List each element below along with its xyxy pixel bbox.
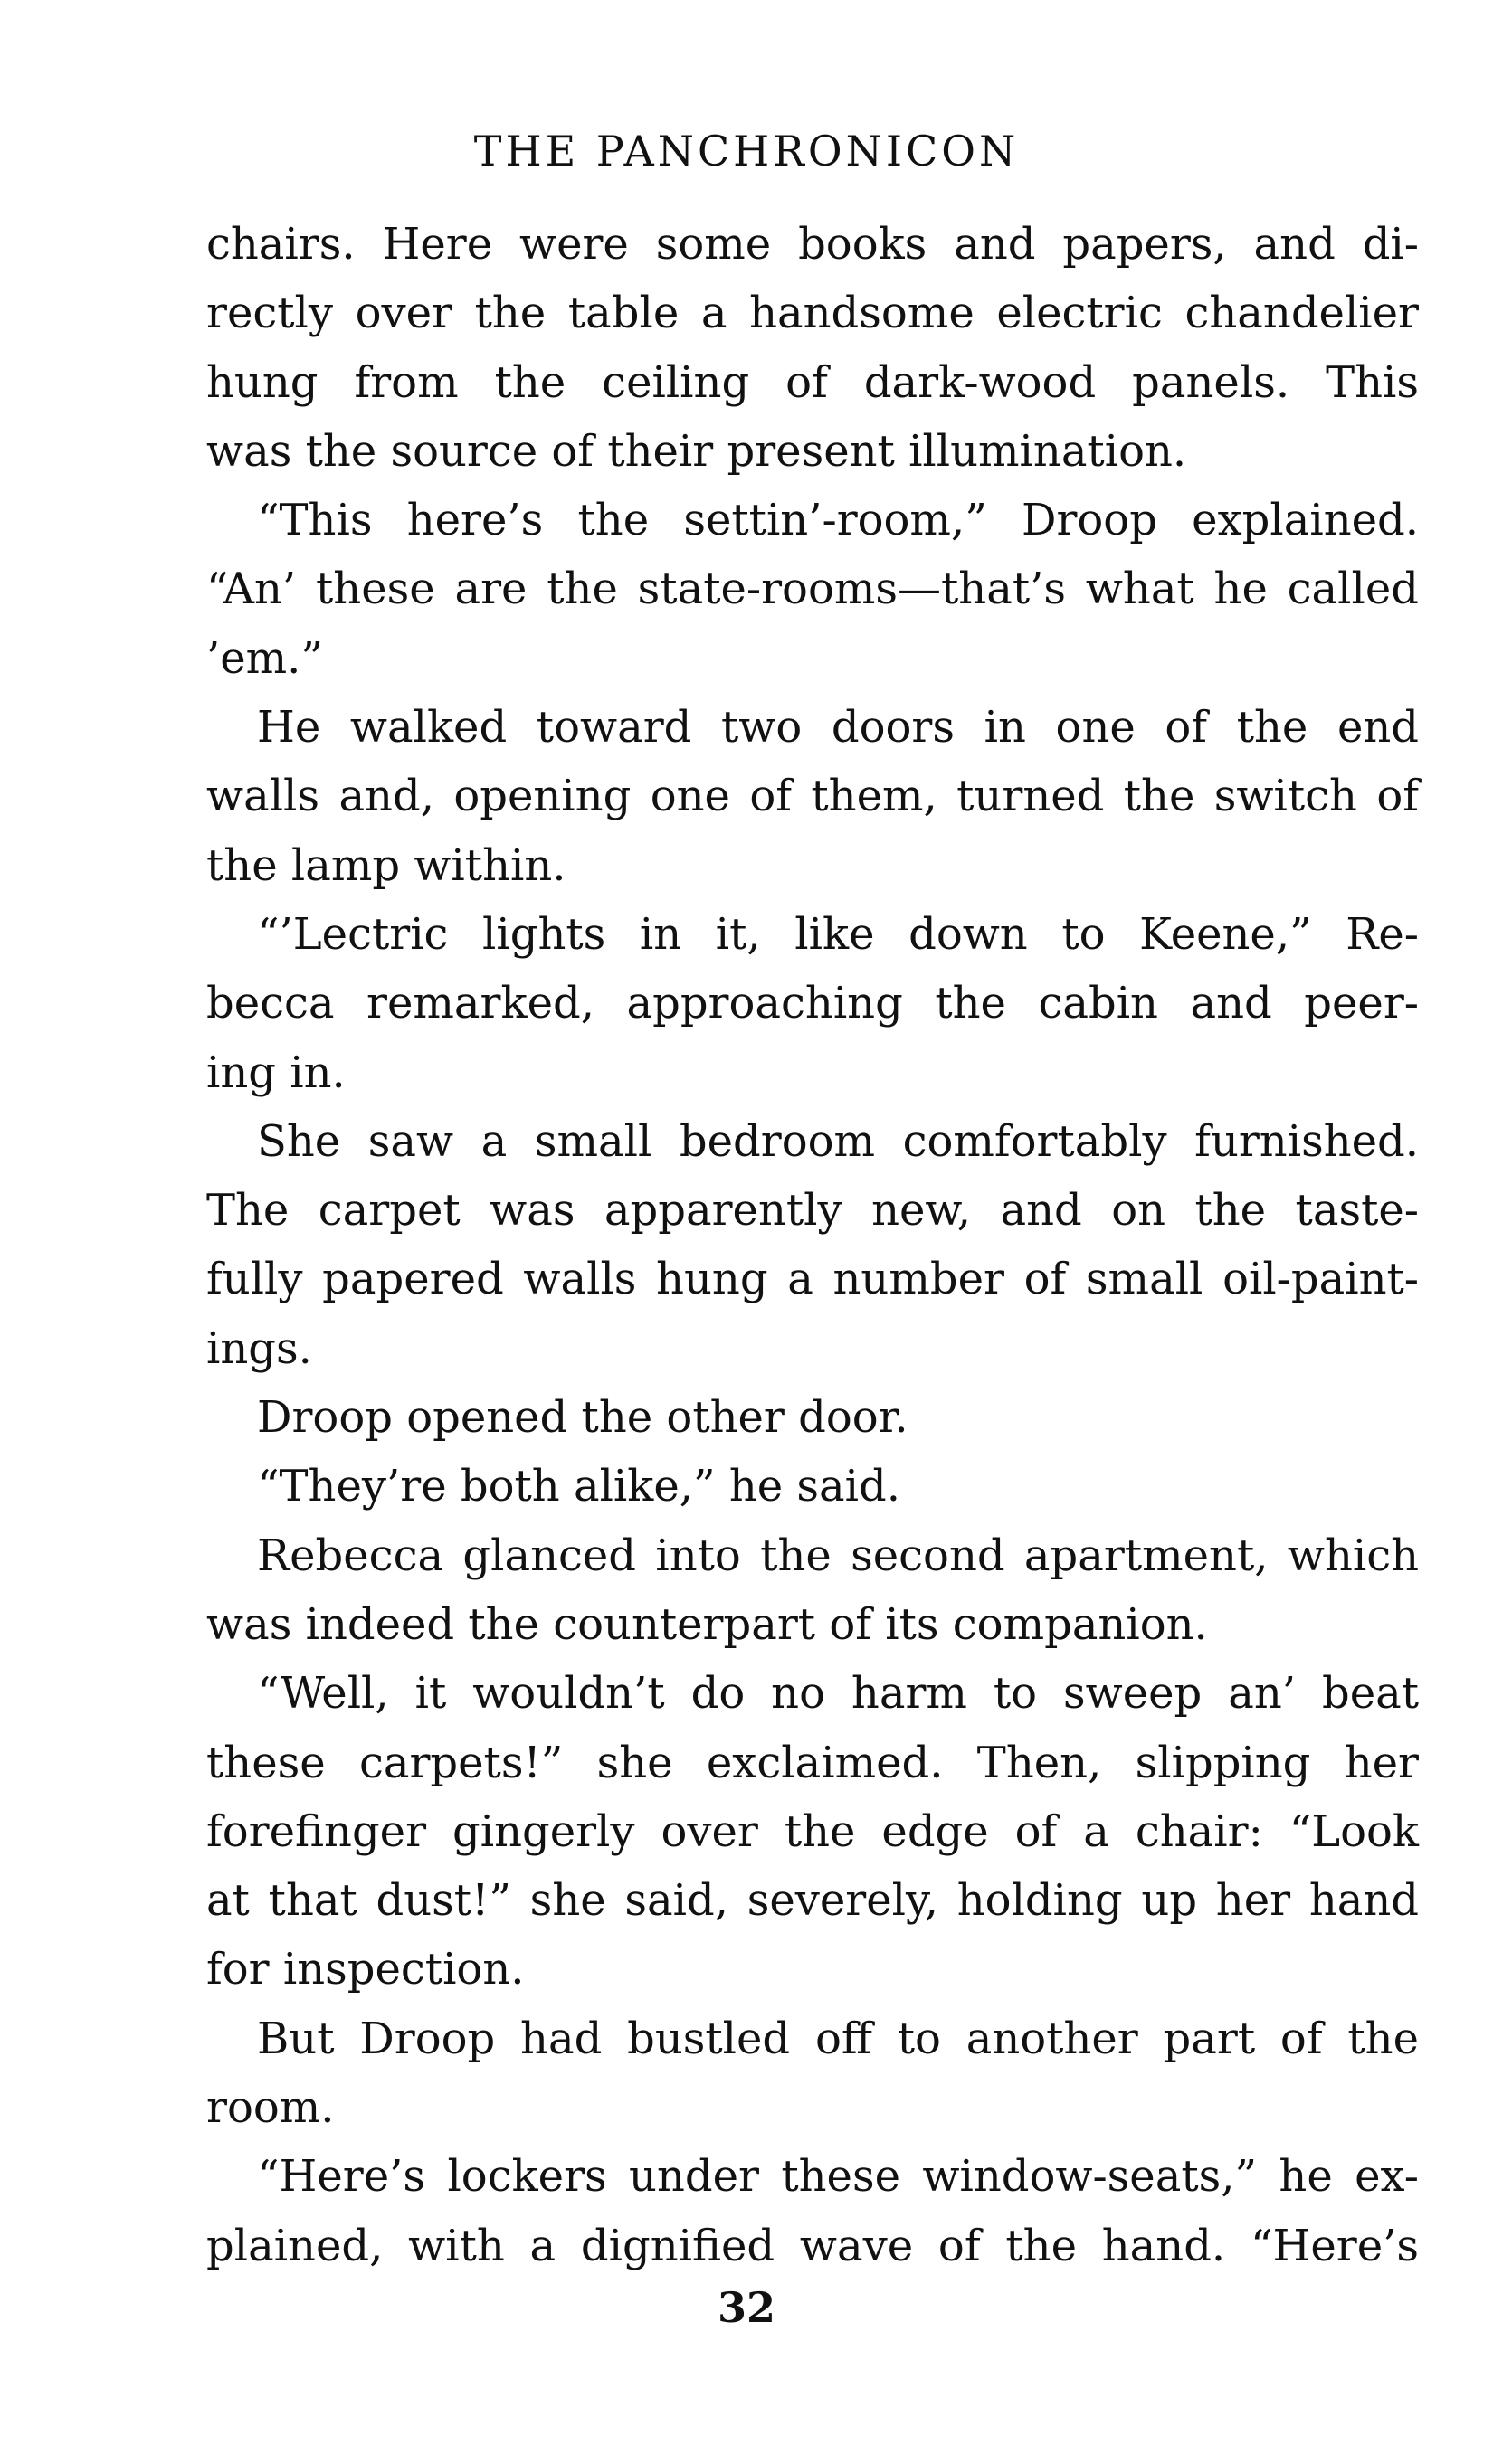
text-line: She saw a small bedroom comfortably furnished. xyxy=(257,1115,1419,1167)
text-line: He walked toward two doors in one of the end xyxy=(257,702,1419,753)
text-line: The carpet was apparently new, and on the taste- xyxy=(206,1185,1419,1237)
text-line: was the source of their present illumination. xyxy=(206,425,1187,477)
text-line: Rebecca glanced into the second apartment, which xyxy=(257,1530,1419,1581)
running-head: THE PANCHRONICON xyxy=(473,127,1020,175)
body-text xyxy=(206,210,1419,2280)
text-line: “Well, it wouldn’t do no harm to sweep an’ beat xyxy=(257,1668,1419,1720)
text-line: chairs. Here were some books and papers, and di- xyxy=(206,219,1419,270)
text-line: “This here’s the settin’-room,” Droop explained. xyxy=(257,495,1419,546)
text-line: rectly over the table a handsome electric chandelier xyxy=(206,288,1419,339)
text-line: forefinger gingerly over the edge of a chair: “Look xyxy=(206,1805,1419,1857)
text-line: Droop opened the other door. xyxy=(257,1392,908,1444)
text-line: ’em.” xyxy=(206,632,323,684)
text-line: “An’ these are the state-rooms—that’s what he called xyxy=(206,564,1419,615)
text-line: plained, with a dignified wave of the hand. “Here’s xyxy=(206,2220,1419,2271)
text-line: ings. xyxy=(206,1322,312,1374)
text-line: ing in. xyxy=(206,1047,346,1098)
text-line: But Droop had bustled off to another part of the xyxy=(257,2013,1419,2064)
text-line: at that dust!” she said, severely, holding up her hand xyxy=(206,1875,1419,1927)
page-number: 32 xyxy=(717,2283,775,2332)
text-line: the lamp within. xyxy=(206,839,566,891)
text-line: room. xyxy=(206,2082,335,2134)
text-line: for inspection. xyxy=(206,1944,525,1995)
text-line: “’Lectric lights in it, like down to Keene,” Re- xyxy=(257,908,1419,960)
text-line: was indeed the counterpart of its companion. xyxy=(206,1598,1208,1650)
text-line: fully papered walls hung a number of small oil-paint- xyxy=(206,1254,1419,1305)
text-line: becca remarked, approaching the cabin and peer- xyxy=(206,978,1419,1029)
text-line: walls and, opening one of them, turned the switch of xyxy=(206,771,1419,822)
text-line: these carpets!” she exclaimed. Then, slipping her xyxy=(206,1737,1419,1788)
text-line: “They’re both alike,” he said. xyxy=(257,1461,900,1512)
text-line: “Here’s lockers under these window-seats,” he ex- xyxy=(257,2151,1419,2203)
text-line: hung from the ceiling of dark-wood panels. This xyxy=(206,356,1419,408)
